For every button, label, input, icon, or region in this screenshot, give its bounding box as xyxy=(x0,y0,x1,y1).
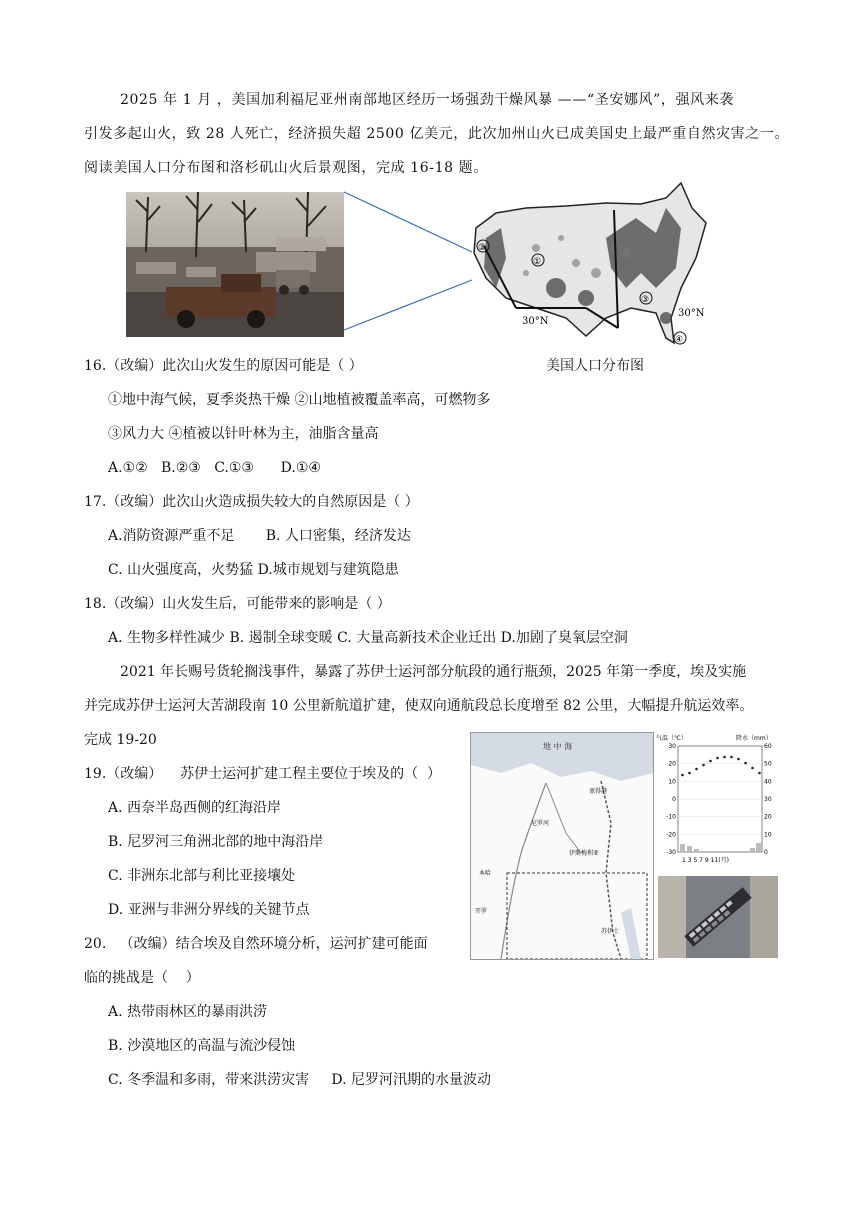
q20-option-cd: C. 冬季温和多雨，带来洪涝灾害 D. 尼罗河汛期的水量波动 xyxy=(108,1072,491,1088)
climate-chart xyxy=(656,732,780,872)
wildfire-aftermath-photo xyxy=(126,192,344,337)
temp-point-oct xyxy=(744,762,747,765)
temp-axis-label: 气温（℃） xyxy=(656,735,687,742)
temp-point-aug xyxy=(730,756,733,759)
precip-tick-50: 50 xyxy=(764,760,772,768)
temp-tick-30: 30 xyxy=(668,743,676,750)
us-population-map xyxy=(466,178,716,356)
precip-bar-mar xyxy=(694,849,699,852)
q20-stem-line1: 20. （改编）结合埃及自然环境分析，运河扩建可能面 xyxy=(84,936,428,952)
q17-options-line2: C. 山火强度高，火势猛 D.城市规划与建筑隐患 xyxy=(108,562,399,578)
precip-bar-feb xyxy=(687,846,692,852)
passage1-line2: 引发多起山火，致 28 人死亡，经济损失超 2500 亿美元，此次加州山火已成美国史上最严重自然灾害之一。 xyxy=(84,126,790,142)
passage1-line3: 阅读美国人口分布图和洛杉矶山火后景观图，完成 16-18 题。 xyxy=(84,160,488,176)
map-caption: 美国人口分布图 xyxy=(546,358,644,374)
place-suez: 苏伊士 xyxy=(601,928,620,935)
temp-point-sep xyxy=(737,758,740,761)
temp-point-nov xyxy=(751,767,754,770)
place-cairo: 开罗 xyxy=(475,908,488,915)
lat-label-right: 30°N xyxy=(678,308,705,319)
q16-choices: A.①② B.②③ C.①③ D.①④ xyxy=(108,460,321,476)
q20-option-a: A. 热带雨林区的暴雨洪涝 xyxy=(108,1004,268,1020)
passage2-line1: 2021 年长赐号货轮搁浅事件，暴露了苏伊士运河部分航段的通行瓶颈，2025 年第一季度，埃及实施 xyxy=(120,664,747,680)
place-port-said: 塞得港 xyxy=(589,788,608,795)
q16-statement-b: ③风力大 ④植被以针叶林为主，油脂含量高 xyxy=(108,426,379,442)
q20-stem-line2: 临的挑战是（ ） xyxy=(84,970,200,986)
temp-point-jun xyxy=(716,757,719,760)
passage2-line2: 并完成苏伊士运河大苦湖段南 10 公里新航道扩建，使双向通航段总长度增至 82 公里，大幅提升航运效率。 xyxy=(84,698,754,714)
temp-point-apr xyxy=(702,764,705,767)
lat-label-left: 30°N xyxy=(522,316,549,327)
precip-bar-jan xyxy=(680,844,685,852)
precip-tick-10: 10 xyxy=(764,831,772,839)
q16-statement-a: ①地中海气候，夏季炎热干燥 ②山地植被覆盖率高，可燃物多 xyxy=(108,392,491,408)
temp-tick-m30: -30 xyxy=(666,849,676,856)
q18-options: A. 生物多样性减少 B. 遏制全球变暖 C. 大量高新技术企业迁出 D.加剧了臭氧层空洞 xyxy=(108,630,628,646)
q19-stem: 19.（改编） 苏伊士运河扩建工程主要位于埃及的（ ） xyxy=(84,766,441,782)
precip-tick-30: 30 xyxy=(764,796,772,803)
precip-tick-20: 20 xyxy=(764,813,772,821)
temp-point-dec xyxy=(758,772,761,775)
precip-tick-0: 0 xyxy=(764,849,768,856)
passage1-line1: 2025 年 1 月 ，美国加利福尼亚州南部地区经历一场强劲干燥风暴 ——“圣安娜风”，强风来袭 xyxy=(120,92,734,108)
precip-bar-dec xyxy=(756,843,761,852)
temp-point-jan xyxy=(681,774,684,777)
q18-stem: 18.（改编）山火发生后，可能带来的影响是（ ） xyxy=(84,596,391,612)
ship-satellite-photo xyxy=(658,876,778,958)
connector-lines xyxy=(340,190,475,335)
q17-options-line1: A.消防资源严重不足 B. 人口密集，经济发达 xyxy=(108,528,411,544)
temp-tick-20: 20 xyxy=(668,760,676,768)
passage2-line3: 完成 19-20 xyxy=(84,732,157,748)
q19-option-c: C. 非洲东北部与利比亚接壤处 xyxy=(108,868,296,884)
temp-point-may xyxy=(709,760,712,763)
temp-tick-m20: -20 xyxy=(666,831,676,839)
temp-point-feb xyxy=(688,772,691,775)
temp-point-mar xyxy=(695,768,698,771)
map-marker-2: ② xyxy=(478,243,487,253)
q19-option-b: B. 尼罗河三角洲北部的地中海沿岸 xyxy=(108,834,324,850)
place-ismailia: 伊斯梅利亚 xyxy=(569,850,600,857)
map-marker-1: ① xyxy=(533,257,542,267)
q17-stem: 17.（改编）此次山火造成损失较大的自然原因是（ ） xyxy=(84,494,419,510)
place-nile: 尼罗河 xyxy=(531,820,550,827)
map-marker-3: ③ xyxy=(641,295,650,305)
temp-point-jul xyxy=(723,756,726,759)
map-marker-4: ④ xyxy=(675,335,684,345)
sea-label: 地 中 海 xyxy=(543,742,573,751)
precip-tick-60: 60 xyxy=(764,743,772,750)
temp-tick-m10: -10 xyxy=(666,813,676,821)
q16-stem: 16.（改编）此次山火发生的原因可能是（ ） xyxy=(84,358,363,374)
q19-option-d: D. 亚洲与非洲分界线的关键节点 xyxy=(108,902,310,918)
precip-bar-apr xyxy=(701,851,706,852)
precip-tick-40: 40 xyxy=(764,778,772,786)
precip-bar-nov xyxy=(750,848,755,852)
q19-option-a: A. 西奈半岛西侧的红海沿岸 xyxy=(108,800,282,816)
month-axis: 1 3 5 7 9 11(月) xyxy=(682,857,729,864)
q20-option-b: B. 沙漠地区的高温与流沙侵蚀 xyxy=(108,1038,296,1054)
temp-tick-0: 0 xyxy=(672,796,676,803)
temp-tick-10: 10 xyxy=(668,778,676,786)
precip-axis-label: 降水（mm） xyxy=(736,735,772,742)
place-benha: 本哈 xyxy=(479,870,492,877)
suez-canal-map xyxy=(470,732,654,960)
